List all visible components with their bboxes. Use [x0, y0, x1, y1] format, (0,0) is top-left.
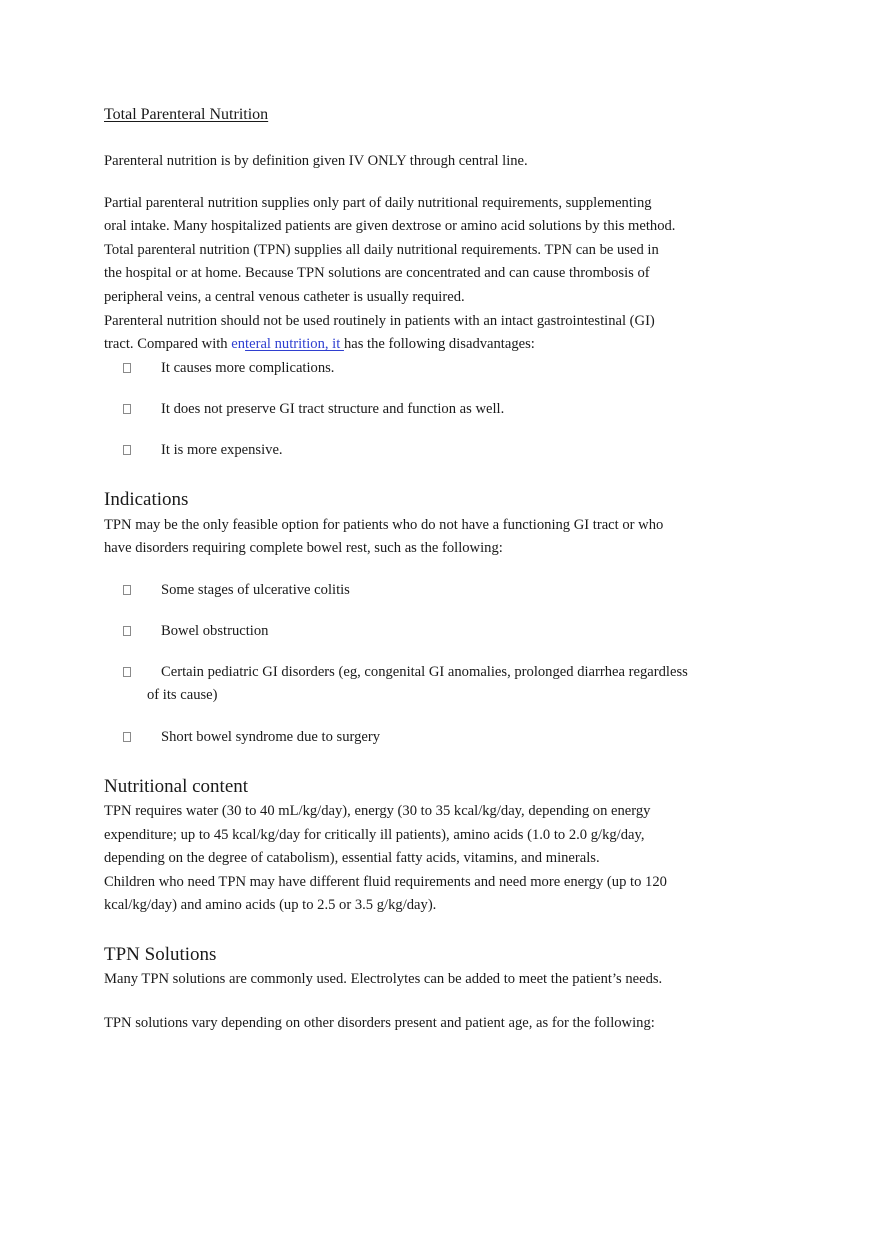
bullet-icon: [123, 732, 131, 742]
indications-paragraph: [104, 514, 744, 561]
nutritional-content-heading: Nutritional content: [104, 775, 249, 797]
list-item: [104, 661, 744, 707]
text-line: peripheral veins, a central venous catheter is usually required.: [104, 288, 465, 305]
text-line: expenditure; up to 45 kcal/kg/day for critically ill patients), amino acids (1.0 to 2.0 g/kg/day,: [104, 826, 645, 843]
list-item-continuation: of its cause): [147, 686, 218, 703]
bullet-icon: [123, 404, 131, 414]
text-line: the hospital or at home. Because TPN solutions are concentrated and can cause thrombosis of: [104, 265, 650, 282]
indications-heading: Indications: [104, 488, 189, 510]
list-item-text: It is more expensive.: [161, 441, 283, 458]
bullet-icon: [123, 445, 131, 455]
list-item: [104, 439, 744, 462]
list-item: [104, 579, 744, 602]
list-item-text: Some stages of ulcerative colitis: [161, 581, 350, 598]
partial-paragraph: [104, 192, 744, 357]
text-line: Partial parenteral nutrition supplies only part of daily nutritional requirements, supplementing: [104, 194, 652, 211]
document-page: [104, 104, 744, 1035]
text-line: Parenteral nutrition should not be used routinely in patients with an intact gastrointestinal (GI): [104, 312, 655, 329]
link-prefix[interactable]: en: [231, 336, 246, 353]
text-line: Total parenteral nutrition (TPN) supplies all daily nutritional requirements. TPN can be used in: [104, 241, 659, 258]
text-line: have disorders requiring complete bowel rest, such as the following:: [104, 540, 503, 557]
solutions-line-2: TPN solutions vary depending on other disorders present and patient age, as for the following:: [104, 1014, 655, 1031]
list-item: [104, 398, 744, 421]
compare-text-before: tract. Compared with: [104, 336, 232, 353]
disadvantages-list: [104, 357, 744, 462]
bullet-icon: [123, 626, 131, 636]
bullet-icon: [123, 585, 131, 595]
tpn-solutions-heading: TPN Solutions: [104, 943, 217, 965]
text-line: Children who need TPN may have different fluid requirements and need more energy (up to 120: [104, 873, 667, 890]
list-item: [104, 357, 744, 380]
text-line: depending on the degree of catabolism), essential fatty acids, vitamins, and minerals.: [104, 850, 600, 867]
list-item-text: It does not preserve GI tract structure and function as well.: [161, 400, 505, 417]
compare-text-after: has the following disadvantages:: [343, 336, 535, 353]
page-title: Total Parenteral Nutrition: [104, 106, 269, 123]
text-line: kcal/kg/day) and amino acids (up to 2.5 or 3.5 g/kg/day).: [104, 897, 437, 914]
bullet-icon: [123, 667, 131, 677]
compare-line: [104, 333, 744, 357]
list-item: [104, 726, 744, 749]
link-underlined[interactable]: teral nutrition, it: [245, 336, 344, 353]
list-item-text: Certain pediatric GI disorders (eg, congenital GI anomalies, prolonged diarrhea regardless: [161, 663, 688, 680]
list-item: [104, 620, 744, 643]
bullet-icon: [123, 363, 131, 373]
list-item-text: It causes more complications.: [161, 359, 335, 376]
text-line: oral intake. Many hospitalized patients are given dextrose or amino acid solutions by this method.: [104, 218, 676, 235]
list-item-text: Bowel obstruction: [161, 622, 269, 639]
solutions-line-1: Many TPN solutions are commonly used. Electrolytes can be added to meet the patient’s needs.: [104, 970, 663, 987]
text-line: TPN requires water (30 to 40 mL/kg/day), energy (30 to 35 kcal/kg/day, depending on energy: [104, 802, 651, 819]
list-item-text: Short bowel syndrome due to surgery: [161, 728, 381, 745]
text-line: TPN may be the only feasible option for patients who do not have a functioning GI tract or who: [104, 516, 664, 533]
nutritional-paragraph: [104, 800, 744, 918]
indications-list: [104, 579, 744, 749]
enteral-nutrition-link[interactable]: [231, 336, 344, 352]
intro-paragraph: Parenteral nutrition is by definition given IV ONLY through central line.: [104, 153, 528, 169]
